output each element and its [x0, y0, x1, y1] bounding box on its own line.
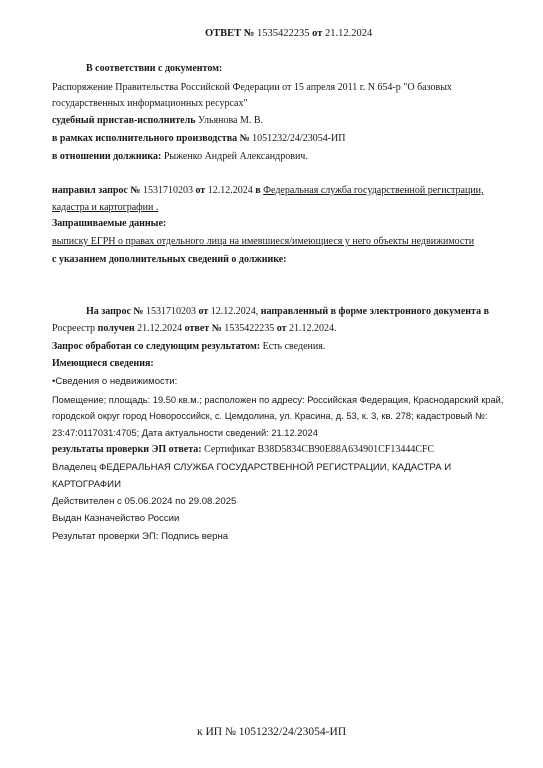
answer-sent: направленный в форме электронного документа в — [260, 306, 489, 317]
request-label: направил запрос № — [52, 185, 141, 196]
answer-answer-from: от — [276, 323, 287, 334]
debtor-line — [52, 150, 308, 164]
proceeding-line — [52, 132, 346, 146]
bailiff-label: судебный пристав-исполнитель — [52, 115, 196, 126]
answer-answer-number: 1535422235 — [224, 323, 275, 334]
basis-doc-line1: Распоряжение Правительства Российской Федерации от 15 апреля 2011 г. N 654-р "О базовых — [52, 82, 452, 93]
answer-received: получен — [97, 323, 135, 334]
request-org-line2: кадастра и картографии . — [52, 202, 159, 213]
answer-answer-date: 21.12.2024. — [289, 323, 337, 334]
basis-label: В соответствии с документом: — [86, 63, 223, 74]
signature-owner-line1: Владелец ФЕДЕРАЛЬНАЯ СЛУЖБА ГОСУДАРСТВЕННОЙ РЕГИСТРАЦИИ, КАДАСТРА И — [52, 462, 452, 473]
answer-line2 — [52, 322, 337, 336]
bailiff-line — [52, 114, 263, 128]
details-line2: городской округ город Новороссийск, с. Цемдолина, ул. Красина, д. 53, к. 3, кв. 278; кадастровый №: — [52, 411, 488, 421]
footer-proceeding-ref: к ИП № 1051232/24/23054-ИП — [197, 726, 347, 738]
signature-valid: Действителен с 05.06.2024 по 29.08.2025 — [52, 496, 237, 507]
answer-request-number: 1531710203 — [145, 306, 196, 317]
document-title — [205, 27, 372, 41]
signature-line — [52, 443, 434, 457]
processed-value: Есть сведения. — [262, 341, 326, 352]
debtor-name: Рыженко Андрей Александрович. — [163, 151, 308, 162]
debtor-label: в отношении должника: — [52, 151, 162, 162]
processed-line — [52, 340, 325, 354]
signature-certificate: Сертификат B38D5834CB90E88A634901CF13444CFC — [204, 444, 435, 455]
request-in: в — [255, 185, 261, 196]
signature-result: Результат проверки ЭП: Подпись верна — [52, 531, 229, 542]
answer-request-date: 12.12.2024, — [210, 306, 259, 317]
requested-label: Запрашиваемые данные: — [52, 218, 167, 229]
title-label: ОТВЕТ № — [205, 28, 255, 39]
details-line1: Помещение; площадь: 19.50 кв.м.; расположен по адресу: Российская Федерация, Краснодарский край, — [52, 395, 504, 405]
processed-label: Запрос обработан со следующим результатом: — [52, 341, 261, 352]
proceeding-number: 1051232/24/23054-ИП — [252, 133, 346, 144]
available-label: Имеющиеся сведения: — [52, 358, 154, 369]
signature-owner-line2: КАРТОГРАФИИ — [52, 479, 121, 490]
request-from: от — [195, 185, 206, 196]
answer-label1: На запрос № — [86, 306, 144, 317]
bailiff-name: Ульянова М. В. — [198, 115, 264, 126]
requested-item: выписку ЕГРН о правах отдельного лица на имевшиеся/имеющиеся у него объекты недвижимости — [52, 236, 475, 247]
answer-number: 1535422235 — [256, 28, 310, 39]
answer-line1 — [86, 305, 489, 319]
request-org-line1: Федеральная служба государственной регистрации, — [263, 185, 484, 196]
answer-from: от — [198, 306, 209, 317]
answer-date: 21.12.2024 — [325, 28, 373, 39]
details-bullet: •Сведения о недвижимости: — [52, 376, 178, 387]
answer-agency: Росреестр — [52, 323, 96, 334]
requested-extra: с указанием дополнительных сведений о должнике: — [52, 254, 287, 265]
proceeding-label: в рамках исполнительного производства № — [52, 133, 250, 144]
signature-issued: Выдан Казначейство России — [52, 513, 180, 524]
signature-label: результаты проверки ЭП ответа: — [52, 444, 202, 455]
answer-received-date: 21.12.2024 — [137, 323, 183, 334]
request-line — [52, 184, 484, 198]
request-number: 1531710203 — [142, 185, 193, 196]
details-line3: 23:47:0117031:4705; Дата актуальности сведений: 21.12.2024 — [52, 428, 318, 438]
request-date: 12.12.2024 — [207, 185, 253, 196]
title-from: от — [312, 28, 323, 39]
basis-doc-line2: государственных информационных ресурсах" — [52, 98, 248, 109]
answer-answer-label: ответ № — [184, 323, 222, 334]
